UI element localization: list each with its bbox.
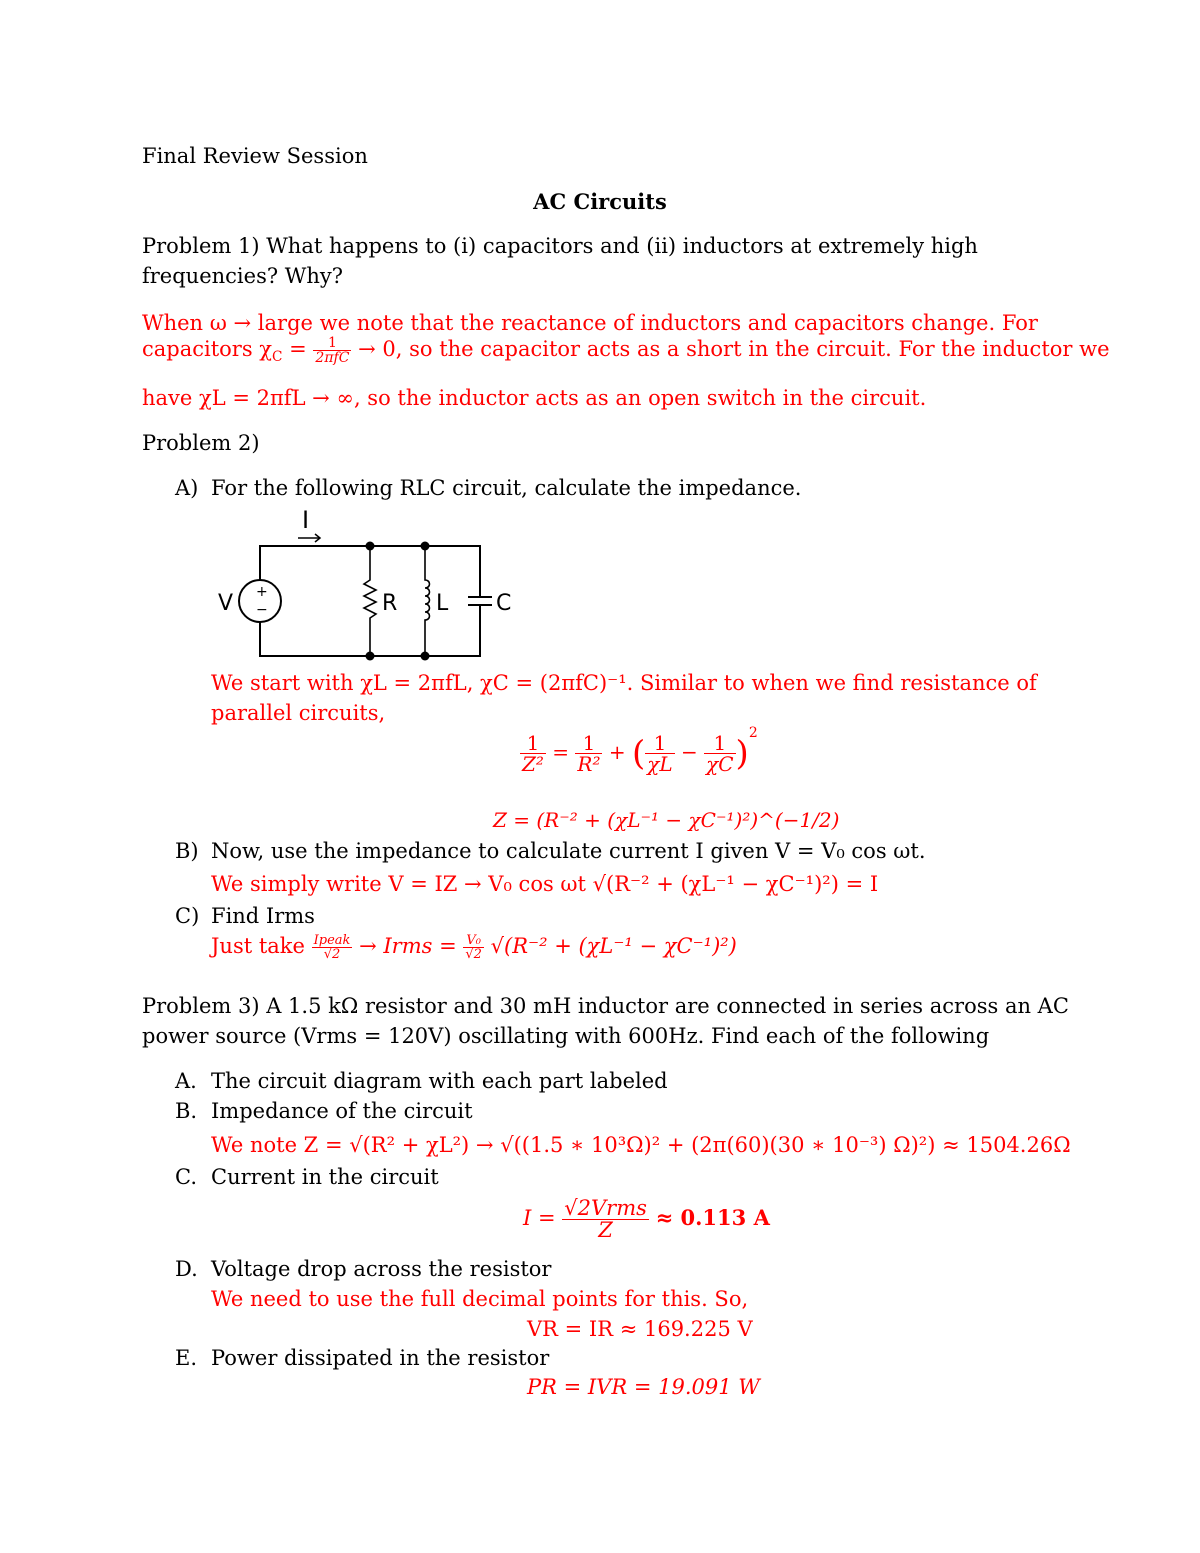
problem-3d-item xyxy=(175,1259,551,1280)
problem-3b-answer: We note Z = √(R² + χL²) → √((1.5 ∗ 10³Ω)² + (2π(60)(30 ∗ 10⁻³) Ω)²) ≈ 1504.26Ω xyxy=(211,1133,1071,1157)
problem-1-answer-line-2 xyxy=(142,336,1110,365)
item-label: B. xyxy=(175,1099,198,1123)
fraction xyxy=(575,733,602,774)
problem-2-heading: Problem 2) xyxy=(142,431,260,455)
numerator: 1 xyxy=(713,731,727,755)
problem-3a-item xyxy=(175,1071,668,1092)
problem-3b-item xyxy=(175,1101,473,1122)
minus-sign: − xyxy=(681,740,698,764)
item-text: Impedance of the circuit xyxy=(211,1099,473,1123)
exponent: 2 xyxy=(748,725,758,741)
close-paren: ) xyxy=(735,733,749,774)
rlc-circuit-diagram xyxy=(220,500,540,668)
denominator: χC xyxy=(706,752,734,776)
denominator: R² xyxy=(577,752,601,776)
denominator: √2 xyxy=(312,947,353,961)
item-text: Find Irms xyxy=(211,904,315,928)
problem-2b-question xyxy=(175,841,926,862)
item-text: Voltage drop across the resistor xyxy=(211,1257,552,1281)
fraction xyxy=(313,336,351,365)
problem-3e-item xyxy=(175,1348,549,1369)
answer-text: capacitors χ xyxy=(142,337,273,361)
problem-1-answer-line-1: When ω → large we note that the reactance of inductors and capacitors change. For xyxy=(142,311,1038,335)
item-text: Current in the circuit xyxy=(211,1165,439,1189)
problem-3-line-1: Problem 3) A 1.5 kΩ resistor and 30 mH inductor are connected in series across an AC xyxy=(142,994,1069,1018)
numerator: 1 xyxy=(582,731,596,755)
item-label: D. xyxy=(175,1257,198,1281)
numerator: V₀ xyxy=(466,933,481,948)
fraction xyxy=(520,733,546,774)
document-title: Final Review Session xyxy=(142,144,368,168)
denominator: χL xyxy=(647,752,673,776)
item-label: C) xyxy=(175,904,200,928)
denominator: Z² xyxy=(522,752,544,776)
problem-2b-answer: We simply write V = IZ → V₀ cos ωt √(R⁻² + (χL⁻¹ − χC⁻¹)²) = I xyxy=(211,872,879,896)
item-label: A. xyxy=(175,1069,197,1093)
problem-2a-question xyxy=(175,478,801,499)
current-label: I xyxy=(302,506,310,534)
numerator: 1 xyxy=(526,731,540,755)
item-label: A) xyxy=(175,476,199,500)
plus-sign: + xyxy=(256,584,268,600)
equals-sign: = xyxy=(282,337,314,361)
equation-rhs: ≈ 0.113 A xyxy=(655,1205,770,1230)
numerator: Ipeak xyxy=(313,933,351,948)
fraction xyxy=(463,934,484,961)
inductor xyxy=(425,546,430,656)
fraction xyxy=(562,1198,649,1241)
inductor-label: L xyxy=(436,591,449,616)
impedance-equation: Z = (R⁻² + (χL⁻¹ − χC⁻¹)²)^(−1/2) xyxy=(493,808,840,832)
equals-sign: = xyxy=(552,740,570,764)
denominator: Z xyxy=(562,1219,649,1241)
item-label: B) xyxy=(175,839,199,863)
item-label: C. xyxy=(175,1165,197,1189)
impedance-equation-reciprocal xyxy=(520,725,758,776)
source-label: V xyxy=(218,591,234,616)
resistor-power-equation: PR = IVR = 19.091 W xyxy=(527,1375,760,1399)
numerator: 1 xyxy=(327,335,337,351)
answer-text: Just take xyxy=(211,934,305,958)
section-heading: AC Circuits xyxy=(533,189,667,214)
plus-sign: + xyxy=(608,740,626,764)
fraction xyxy=(704,733,735,774)
answer-text: → Irms = xyxy=(359,934,457,958)
resistor-voltage-equation: VR = IR ≈ 169.225 V xyxy=(527,1317,753,1341)
open-paren: ( xyxy=(631,733,646,774)
problem-2c-answer xyxy=(211,934,737,961)
minus-sign: − xyxy=(256,602,268,618)
problem-3c-item xyxy=(175,1167,439,1188)
item-text: For the following RLC circuit, calculate the impedance. xyxy=(211,476,802,500)
item-text: The circuit diagram with each part labeled xyxy=(211,1069,668,1093)
answer-text: → 0, so the capacitor acts as a short in the circuit. For the inductor we xyxy=(351,337,1110,361)
fraction xyxy=(312,934,353,961)
problem-2a-answer-line-1: We start with χL = 2πfL, χC = (2πfC)⁻¹. Similar to when we find resistance of xyxy=(211,671,1037,695)
resistor xyxy=(364,546,376,656)
problem-1-question-line-2: frequencies? Why? xyxy=(142,264,344,288)
problem-2a-answer-line-2: parallel circuits, xyxy=(211,701,386,725)
equation-lhs: I = xyxy=(523,1206,556,1230)
problem-2c-question xyxy=(175,906,315,927)
answer-text: √(R⁻² + (χL⁻¹ − χC⁻¹)²) xyxy=(490,934,737,958)
fraction xyxy=(645,733,674,774)
resistor-label: R xyxy=(382,591,398,616)
numerator: √2Vrms xyxy=(564,1196,647,1220)
item-text: Now, use the impedance to calculate current I given V = V₀ cos ωt. xyxy=(211,839,926,863)
denominator: 2πfC xyxy=(315,350,350,366)
denominator: √2 xyxy=(465,947,482,962)
subscript: C xyxy=(272,349,283,366)
problem-3d-answer: We need to use the full decimal points for this. So, xyxy=(211,1287,749,1311)
numerator: 1 xyxy=(653,731,667,755)
item-text: Power dissipated in the resistor xyxy=(211,1346,550,1370)
problem-1-answer-line-3: have χL = 2πfL → ∞, so the inductor acts as an open switch in the circuit. xyxy=(142,386,927,410)
problem-1-question-line-1: Problem 1) What happens to (i) capacitors and (ii) inductors at extremely high xyxy=(142,234,978,258)
current-equation xyxy=(523,1198,770,1241)
problem-3-line-2: power source (Vrms = 120V) oscillating with 600Hz. Find each of the following xyxy=(142,1024,990,1048)
item-label: E. xyxy=(175,1346,198,1370)
capacitor-label: C xyxy=(496,591,512,616)
